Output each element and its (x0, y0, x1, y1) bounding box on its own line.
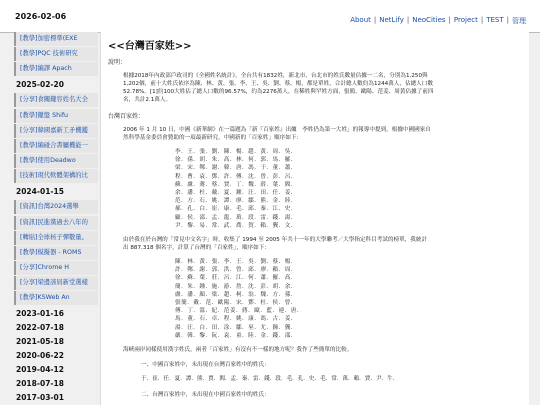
nav-separator: | (448, 16, 451, 24)
surname-grid-row: 余．潘．杜．戴．夏．鍾．汪．田．任．姜． (175, 190, 297, 196)
surname-grid-row: 范．方．石．姚．譚．廖．鄒．熊．金．陸． (175, 198, 297, 205)
sidebar-post-link[interactable]: [分享]食關鍵容姓名大全 (14, 93, 98, 107)
para1-line-4: 名，共計2.1萬人。 (123, 97, 172, 103)
sidebar-post-link[interactable]: [分享]梁邊該屆新堂選樣 (14, 276, 98, 290)
surname-grid-row: 盧．潘．顏．梁．趙．柯．翁．魏．方．孫． (175, 291, 297, 298)
archive-date: 2019-04-12 (16, 365, 64, 375)
archive-date: 2023-01-16 (16, 309, 64, 319)
surname-grid-row: 李．王．張．劉．陳．楊．趙．黃．周．吳． (175, 149, 297, 155)
surname-grid-row: 蘇．盧．蔣．蔡．賈．丁．魏．薛．葉．閻． (175, 181, 297, 188)
para4: 海峽兩岸同樣使用漢字姓氏，兩者「百家姓」有沒有不一樣的地方呢？我作了些簡單的比較。 (123, 347, 353, 353)
surname-grid-row: 程．曹．袁．鄧．許．傅．沈．曾．彭．呂． (175, 173, 297, 180)
surname-grid-row: 徐．孫．胡．朱．高．林．何．郭．馬．羅． (175, 157, 297, 164)
nav-link[interactable]: NetLify (379, 16, 404, 24)
sidebar-post-link[interactable]: [資訊]民進黨過去八年的 (14, 216, 98, 230)
nav-separator: | (373, 16, 377, 24)
sidebar-post-link[interactable]: [教學]模擬器 - ROMS (14, 246, 98, 260)
surname-grid-row: 馬．董．石．卓．程．姚．康．馮．古．姜． (175, 316, 297, 323)
top-bar (0, 0, 540, 33)
para2-line-1: 2006 年 1 月 10 日，中國《新華網》在一篇題為「新『百家姓』出爐 李姓仍為第一大姓」的報導中提到，根據中國國家自 (123, 127, 431, 133)
current-date: 2026-02-06 (15, 12, 67, 21)
article (100, 32, 529, 405)
surname-grid-row: 梁．宋．鄭．謝．韓．唐．馮．于．董．蕭． (175, 165, 297, 172)
para1-line-3: 52.78%。[1]約100大姓佔了總人口數的96.57%，約為2276萬人，在稀姓與罕姓方面，張簡、歐陽、范姜、周黃佔據了前四 (123, 89, 434, 95)
archive-date: 2022-07-18 (16, 323, 64, 333)
sidebar-post-link[interactable]: [分享]韓國嘉新工矛機鑑 (14, 124, 98, 138)
label-taiwan-surnames: 台灣百家姓： (108, 113, 145, 120)
list1-values: 于．崔．任．夏．譚．熊．賈．閻．孟．秦．雷．錢．段．毛．孔．史．毛．常．萬．賴．賈．尹．牛． (141, 376, 399, 382)
nav-separator: | (406, 16, 410, 24)
surname-grid-row: 郝．孔．白．崔．康．毛．邱．秦．江．史． (175, 206, 297, 213)
sidebar-post-link[interactable]: [教學]鍵盤 Shifu (14, 109, 98, 123)
sidebar-post-link[interactable]: [技術]現代軟體架構的比 (14, 169, 98, 183)
nav-link[interactable]: NeoCities (412, 16, 446, 24)
list2-label: 二、台灣百家姓中，未出現在中國百家姓中的姓氏： (141, 392, 270, 398)
sidebar-post-link[interactable]: [教學]加密標準(EXE (14, 32, 98, 46)
nav-link[interactable]: TEST (486, 16, 504, 24)
sidebar-post-link[interactable]: [轉貼]全球核子彈數量。 (14, 231, 98, 245)
sidebar-post-link[interactable]: [教學]編譯 Apach (14, 62, 98, 76)
para2-line-2: 然科學基金委員會贊助的一項最新研究，中國新的「百家姓」順序如下： (123, 135, 303, 141)
surname-grid-row: 許．鄭．謝．郭．洪．曾．邱．廖．賴．周． (175, 267, 297, 274)
surname-grid-row: 傅．丁．溫．紀．范姜．蔣．歐．藍．連．唐． (175, 308, 303, 315)
archive-date: 2018-07-18 (16, 379, 64, 389)
surname-grid-row: 顧．侯．邵．孟．龍．萬．段．雷．錢．湯． (175, 214, 297, 221)
surname-grid-row: 嚴．韓．黎．阮．袁．童．陸．金．錢．邵． (175, 332, 297, 339)
nav-separator: | (480, 16, 484, 24)
sidebar-post-link[interactable]: [教學]編碰合書屬機能一 (14, 139, 98, 153)
surname-grid-row: 湯．汪．白．田．涂．鄒．巫．尤．鐘．龔． (175, 324, 297, 331)
page-title: <<台灣百家姓>> (108, 41, 192, 52)
para3-line-1: 由於我在於台灣的「常見中文名字」時，收集了 1994 至 2005 年共十一年的大學聯考／大學指定科目考試的榜單，我統計 (123, 237, 428, 243)
nav-link[interactable]: 管理 (512, 17, 526, 25)
nav-separator: | (506, 16, 509, 24)
surname-grid-row: 徐．蘇．葉．莊．呂．江．何．蕭．羅．高． (175, 275, 297, 282)
nav-link[interactable]: About (350, 16, 371, 24)
label-description: 說明： (108, 59, 127, 66)
archive-date: 2020-06-22 (16, 351, 64, 361)
list1-label: 一、中國百家姓中，未出現在台灣百家姓中的姓氏： (141, 362, 270, 368)
surname-grid-row: 簡．朱．鍾．施．游．詹．沈．彭．胡．余． (175, 283, 297, 290)
archive-date: 2017-03-01 (16, 393, 64, 403)
top-nav (350, 16, 526, 26)
nav-link[interactable]: Project (453, 16, 478, 24)
para1-line-2: 1,202個，前十大姓氏依序為陳、林、黃、張、李、王、吳、劉、蔡、楊，都是單姓，合計總人數約為1244萬人，佔總人口數 (123, 81, 433, 87)
sidebar-post-link[interactable]: [教學]KSWeb An (14, 291, 98, 305)
archive-date: 2025-02-20 (16, 80, 64, 90)
sidebar-post-link[interactable]: [教學]使用Deadwo (14, 154, 98, 168)
surname-grid-row: 尹．黎．易．常．武．喬．賀．賴．龔．文． (175, 222, 297, 229)
archive-date: 2024-01-15 (16, 187, 64, 197)
sidebar (14, 32, 98, 405)
archive-date: 2021-05-18 (16, 337, 64, 347)
sidebar-post-link[interactable]: [分享]Chrome H (14, 261, 98, 275)
surname-grid-row: 陳．林．黃．張．李．王．吳．劉．蔡．楊． (175, 259, 297, 265)
sidebar-post-link[interactable]: [資訊]台灣2024選舉 (14, 200, 98, 214)
sidebar-post-link[interactable]: [教學]PQC 技術研究 (14, 47, 98, 61)
surname-grid-row: 張簡．戴．范．歐陽．宋．鄧．杜．侯．曾． (175, 300, 297, 306)
para1-line-1: 根據2018年內政部戶政司的《全國姓名統計》，全台共有1832姓，新北市，台北市的姓氏數量佔據一二名，分別為1,250與 (123, 73, 428, 79)
para3-line-2: 出 887,318 個名字，計算了台灣的「百家姓」，順序如下： (123, 245, 270, 251)
